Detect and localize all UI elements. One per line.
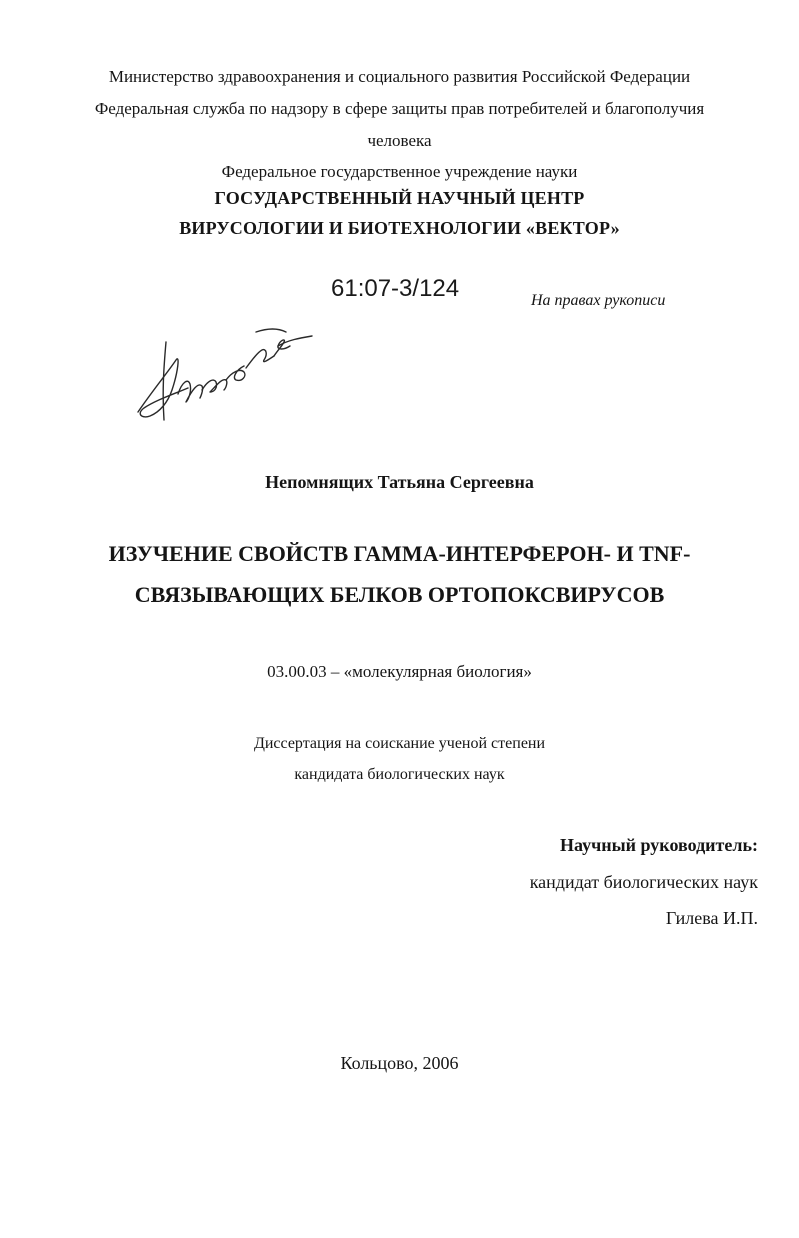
signature-strokes (138, 329, 312, 420)
supervisor-degree: кандидат биологических наук (529, 872, 758, 892)
ministry-line: Министерство здравоохранения и социального развития Российской Федерации (108, 67, 691, 86)
federal-service-line: Федеральная служба по надзору в сфере защиты прав потребителей и благополучия (94, 99, 705, 118)
handwritten-signature-icon (128, 320, 318, 430)
federal-service-line-continued: человека (367, 131, 432, 150)
degree-statement-line1: Диссертация на соискание ученой степени (253, 735, 546, 752)
research-center-name-line2: ВИРУСОЛОГИИ И БИОТЕХНОЛОГИИ «ВЕКТОР» (179, 218, 620, 238)
supervisor-label: Научный руководитель: (560, 835, 758, 855)
thesis-title-line2: СВЯЗЫВАЮЩИХ БЕЛКОВ ОРТОПОКСВИРУСОВ (134, 582, 665, 607)
thesis-title-line1: ИЗУЧЕНИЕ СВОЙСТВ ГАММА-ИНТЕРФЕРОН- И TNF- (108, 541, 691, 566)
manuscript-rights-note: На правах рукописи (531, 292, 666, 309)
supervisor-name: Гилева И.П. (665, 908, 758, 928)
specialty-code: 03.00.03 – «молекулярная биология» (267, 662, 532, 681)
institution-type-line: Федеральное государственное учреждение науки (221, 162, 578, 181)
registry-code: 61:07-3/124 (331, 275, 460, 302)
research-center-name-line1: ГОСУДАРСТВЕННЫЙ НАУЧНЫЙ ЦЕНТР (214, 188, 585, 208)
degree-statement-line2: кандидата биологических наук (294, 766, 505, 783)
author-name: Непомнящих Татьяна Сергеевна (265, 472, 534, 492)
place-and-year: Кольцово, 2006 (340, 1053, 459, 1073)
